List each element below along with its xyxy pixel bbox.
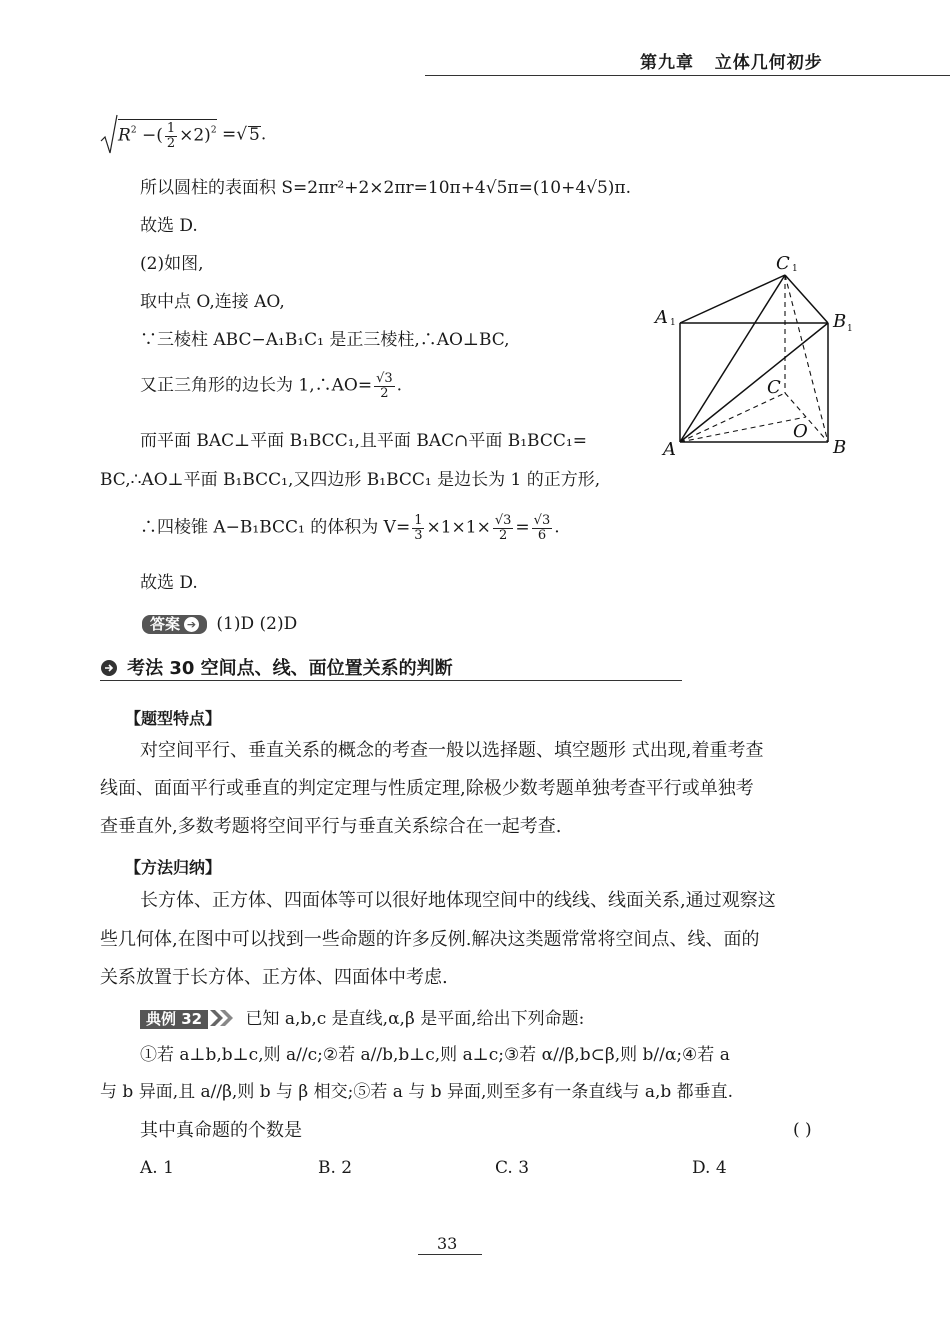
features-line-3: 查垂直外,多数考题将空间平行与垂直关系综合在一起考查. [100, 816, 562, 837]
plane-line-1: 而平面 BAC⊥平面 B₁BCC₁,且平面 BAC∩平面 B₁BCC₁= [140, 431, 587, 451]
sqrt-result: 5 [249, 124, 260, 145]
answer-paren: ( ) [793, 1120, 812, 1140]
edge-text: 又正三角形的边长为 1,∴AO= [140, 375, 373, 396]
volume-fraction-1: $\frac{1}{3}$ [414, 513, 423, 543]
header-rule [425, 75, 950, 76]
running-header [640, 48, 823, 73]
features-heading: 【题型特点】 [125, 709, 222, 728]
choose-d-line-1: 故选 D. [140, 216, 198, 236]
edge-c1-b1 [785, 275, 828, 323]
volume-text: ∴四棱锥 A−B₁BCC₁ 的体积为 V= [140, 517, 411, 538]
option-c: C. 3 [495, 1158, 530, 1178]
double-chevron-icon [208, 1008, 234, 1028]
page-number-rule [418, 1254, 482, 1255]
chapter-title: 立体几何初步 [714, 53, 823, 73]
sqrt-expression-line: $R^2$ −( $\frac{1}{2}$ ×2)$^2$ =√ 5. [100, 113, 266, 157]
label-b1-sub: 1 [847, 324, 853, 334]
sqrt-minus: −( [136, 126, 163, 146]
surface-area-line: 所以圆柱的表面积 S=2πr²+2×2πr=10π+4√5π=(10+4√5)π. [140, 178, 631, 198]
example-intro-line [140, 1008, 584, 1029]
volume-fraction-2: $\frac{√3}{2}$ [494, 513, 512, 543]
radius-symbol: R [118, 126, 131, 146]
answer-text: (1)D (2)D [216, 614, 298, 634]
volume-fraction-3: $\frac{√3}{6}$ [533, 513, 551, 543]
method-line-2: 些几何体,在图中可以找到一些命题的许多反例.解决这类题常常将空间点、线、面的 [100, 929, 760, 950]
label-o: O [793, 421, 808, 442]
label-b: B [833, 437, 847, 458]
arrow-right-icon: ➔ [184, 617, 199, 632]
propositions-line-1: ①若 a⊥b,b⊥c,则 a//c;②若 a//b,b⊥c,则 a⊥c;③若 α//β,b⊂β,则 b//α;④若 a [140, 1045, 730, 1065]
method-line-3: 关系放置于长方体、正方体、四面体中考虑. [100, 967, 448, 988]
section-title: 考法 30 空间点、线、面位置关系的判断 [127, 658, 453, 679]
label-a: A [663, 439, 676, 460]
option-b: B. 2 [318, 1158, 353, 1178]
label-c1-sub: 1 [792, 264, 798, 274]
method-heading: 【方法归纳】 [125, 858, 222, 877]
part2-line: (2)如图, [140, 254, 204, 274]
sqrt-tail: ×2) [179, 126, 211, 146]
arrow-circle-icon [100, 659, 118, 677]
plane-line-2: BC,∴AO⊥平面 B₁BCC₁,又四边形 B₁BCC₁ 是边长为 1 的正方形, [100, 470, 601, 490]
answer-line [142, 615, 297, 634]
sqrt-equals: = [216, 124, 237, 145]
example-tag: 典例 32 [140, 1010, 208, 1029]
example-intro: 已知 a,b,c 是直线,α,β 是平面,给出下列命题: [245, 1009, 585, 1029]
choose-d-line-2: 故选 D. [140, 573, 198, 593]
label-a1-sub: 1 [670, 318, 676, 328]
method-line-1: 长方体、正方体、四面体等可以很好地体现空间中的线线、线面关系,通过观察这 [140, 890, 776, 911]
option-d: D. 4 [692, 1158, 727, 1178]
hidden-edge-a-o [680, 417, 806, 442]
volume-line: ∴四棱锥 A−B₁BCC₁ 的体积为 V= $\frac{1}{3}$ ×1×1× $\frac{√3}{2}$ = $\frac{√3}{6}$ . [140, 513, 560, 543]
section-rule [100, 680, 682, 681]
features-line-1: 对空间平行、垂直关系的概念的考查一般以选择题、填空题形 式出现,着重考查 [140, 740, 764, 761]
features-line-2: 线面、面面平行或垂直的判定定理与性质定理,除极少数考题单独考查平行或单独考 [100, 778, 754, 799]
edge-length-line: 又正三角形的边长为 1,∴AO= $\frac{√3}{2}$ . [140, 371, 403, 401]
option-a: A. 1 [140, 1158, 174, 1178]
prism-line: ∵三棱柱 ABC−A₁B₁C₁ 是正三棱柱,∴AO⊥BC, [140, 330, 510, 350]
radical-sign [100, 113, 118, 157]
half-fraction: $\frac{1}{2}$ [166, 121, 176, 151]
label-c: C [767, 377, 781, 398]
edge-fraction: $\frac{√3}{2}$ [376, 371, 393, 401]
label-c1: C [776, 253, 790, 274]
triangular-prism-figure [645, 245, 865, 470]
section-heading [100, 654, 453, 680]
label-b1: B [833, 311, 847, 332]
chapter-number: 第九章 [640, 53, 694, 73]
midpoint-line: 取中点 O,连接 AO, [140, 292, 285, 312]
propositions-line-2: 与 b 异面,且 a//β,则 b 与 β 相交;⑤若 a 与 b 异面,则至多有一条直线与 a,b 都垂直. [100, 1082, 734, 1102]
answer-badge: 答案 ➔ [142, 615, 207, 634]
page-number: 33 [437, 1234, 458, 1253]
question-line: 其中真命题的个数是 [140, 1120, 302, 1141]
label-a1: A [655, 307, 668, 328]
